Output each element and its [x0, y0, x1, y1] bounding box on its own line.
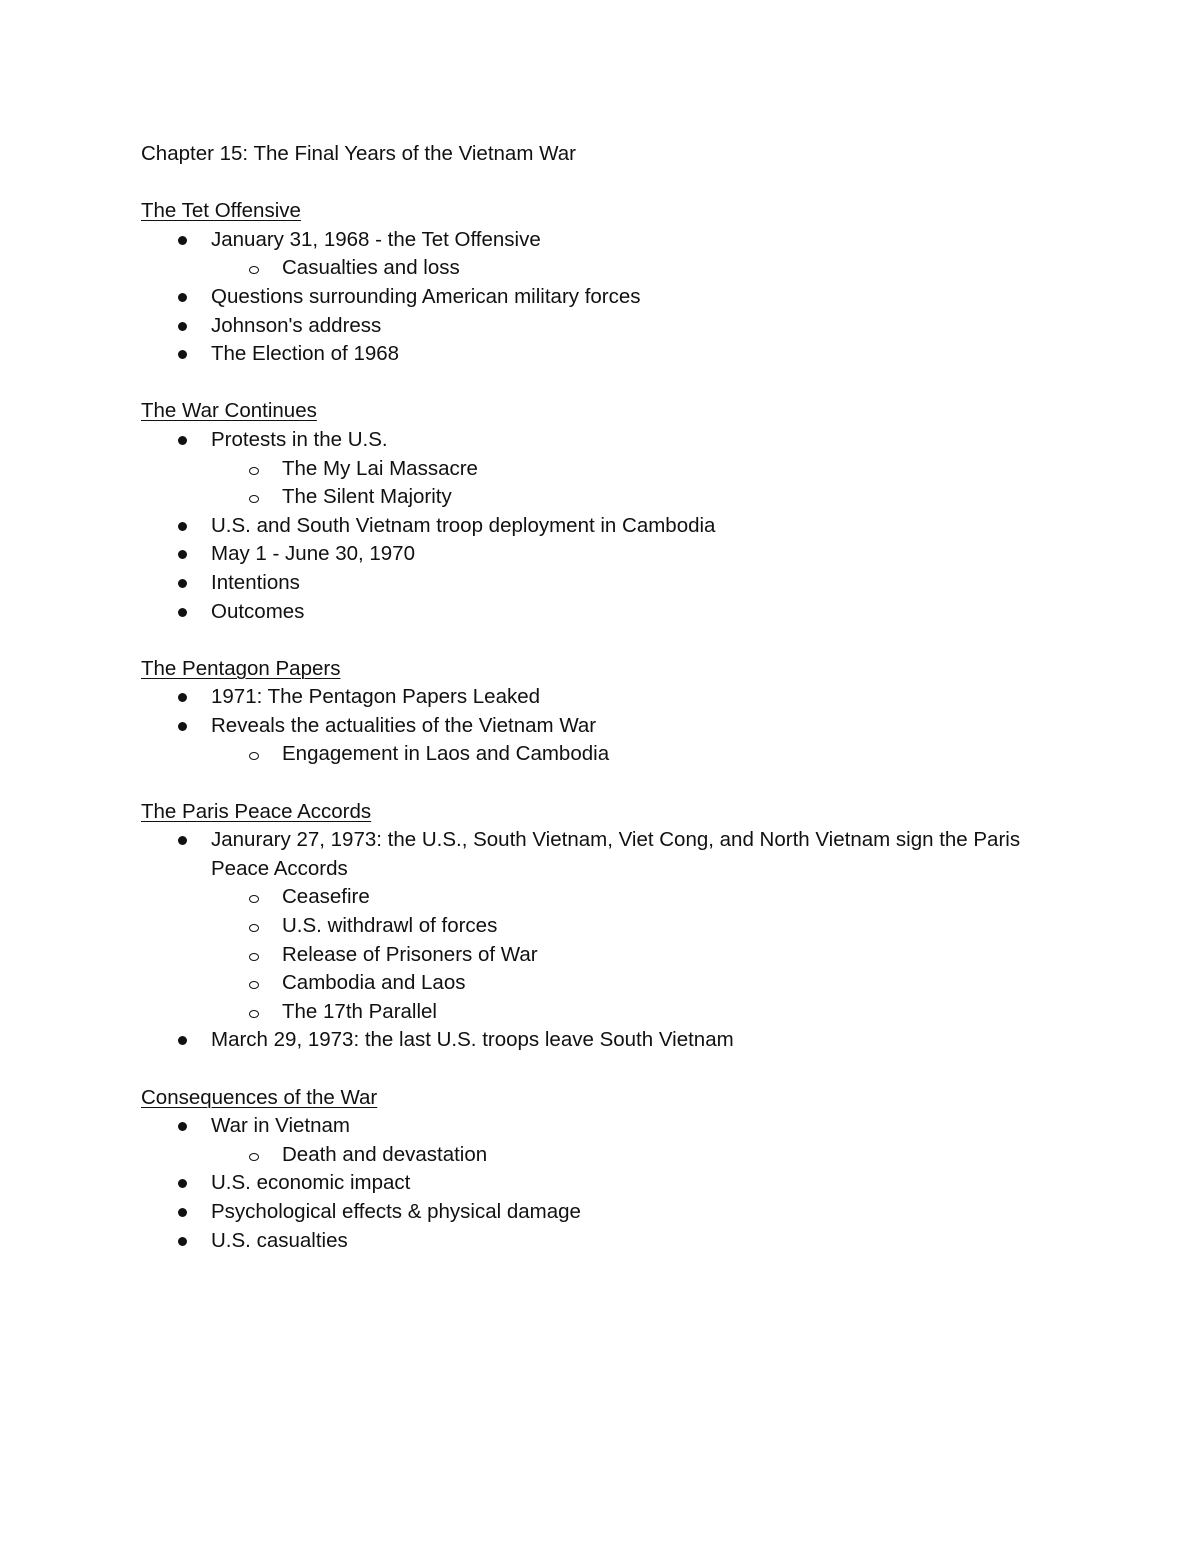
- list-item-text: Intentions: [211, 570, 300, 594]
- list-item-text: Engagement in Laos and Cambodia: [282, 742, 610, 766]
- sub-list-item: [141, 740, 1041, 769]
- section: [141, 655, 1041, 769]
- list-item-text: Johnson's address: [211, 313, 382, 337]
- filled-bullet-icon: [178, 550, 187, 559]
- bullet-list: [141, 1112, 1041, 1255]
- filled-bullet-icon: [178, 350, 187, 359]
- list-item-text: The My Lai Massacre: [282, 456, 478, 480]
- filled-bullet-icon: [178, 436, 187, 445]
- filled-bullet-icon: [178, 608, 187, 617]
- hollow-bullet-icon: [249, 495, 259, 503]
- section-heading: The Pentagon Papers: [141, 656, 341, 680]
- filled-bullet-icon: [178, 579, 187, 588]
- list-item-text: U.S. withdrawl of forces: [282, 914, 498, 938]
- list-item-text: U.S. casualties: [211, 1228, 348, 1252]
- bullet-list: [141, 683, 1041, 769]
- sub-list-item: [141, 455, 1041, 484]
- list-item-text: Reveals the actualities of the Vietnam War: [211, 713, 597, 737]
- section-heading: The War Continues: [141, 399, 317, 423]
- filled-bullet-icon: [178, 1208, 187, 1217]
- section-heading: The Paris Peace Accords: [141, 799, 372, 823]
- filled-bullet-icon: [178, 293, 187, 302]
- list-item: [141, 1227, 1041, 1256]
- filled-bullet-icon: [178, 322, 187, 331]
- hollow-bullet-icon: [249, 895, 259, 903]
- list-item: [141, 598, 1041, 627]
- filled-bullet-icon: [178, 1122, 187, 1131]
- sections-container: [141, 197, 1041, 1255]
- list-item: [141, 283, 1041, 312]
- sub-list-item: [141, 1141, 1041, 1170]
- section: [141, 1084, 1041, 1256]
- list-item: [141, 1169, 1041, 1198]
- list-item-text: Outcomes: [211, 599, 305, 623]
- list-item-text: Janurary 27, 1973: the U.S., South Vietnam, Viet Cong, and North Vietnam sign the Paris Peace Accords: [211, 828, 1021, 880]
- section: [141, 197, 1041, 369]
- sub-list-item: [141, 883, 1041, 912]
- list-item-text: Psychological effects & physical damage: [211, 1199, 581, 1223]
- list-item-text: Casualties and loss: [282, 256, 460, 280]
- bullet-list: [141, 426, 1041, 626]
- list-item-text: The Silent Majority: [282, 485, 452, 509]
- list-item: [141, 826, 1041, 883]
- list-item-text: Release of Prisoners of War: [282, 942, 538, 966]
- list-item: [141, 226, 1041, 255]
- hollow-bullet-icon: [249, 752, 259, 760]
- list-item: [141, 712, 1041, 741]
- hollow-bullet-icon: [249, 1153, 259, 1161]
- hollow-bullet-icon: [249, 266, 259, 274]
- filled-bullet-icon: [178, 1237, 187, 1246]
- sub-list-item: [141, 483, 1041, 512]
- hollow-bullet-icon: [249, 981, 259, 989]
- hollow-bullet-icon: [249, 924, 259, 932]
- list-item-text: Cambodia and Laos: [282, 971, 466, 995]
- list-item: [141, 1112, 1041, 1141]
- section: [141, 397, 1041, 626]
- list-item: [141, 340, 1041, 369]
- hollow-bullet-icon: [249, 1010, 259, 1018]
- section: [141, 798, 1041, 1055]
- list-item-text: Questions surrounding American military forces: [211, 284, 641, 308]
- filled-bullet-icon: [178, 693, 187, 702]
- list-item-text: U.S. economic impact: [211, 1171, 411, 1195]
- list-item: [141, 312, 1041, 341]
- document-body: [141, 140, 1041, 1255]
- list-item: [141, 540, 1041, 569]
- section-heading: The Tet Offensive: [141, 199, 301, 223]
- list-item-text: The Election of 1968: [211, 342, 400, 366]
- document-title: Chapter 15: The Final Years of the Vietnam War: [141, 142, 576, 165]
- filled-bullet-icon: [178, 836, 187, 845]
- hollow-bullet-icon: [249, 953, 259, 961]
- list-item: [141, 426, 1041, 455]
- filled-bullet-icon: [178, 1036, 187, 1045]
- list-item-text: May 1 - June 30, 1970: [211, 542, 415, 566]
- list-item-text: Ceasefire: [282, 885, 370, 909]
- sub-list-item: [141, 912, 1041, 941]
- list-item-text: March 29, 1973: the last U.S. troops leave South Vietnam: [211, 1028, 734, 1052]
- sub-list-item: [141, 969, 1041, 998]
- list-item: [141, 569, 1041, 598]
- filled-bullet-icon: [178, 722, 187, 731]
- sub-list-item: [141, 941, 1041, 970]
- list-item-text: 1971: The Pentagon Papers Leaked: [211, 685, 541, 709]
- filled-bullet-icon: [178, 1179, 187, 1188]
- list-item-text: Protests in the U.S.: [211, 427, 388, 451]
- section-heading: Consequences of the War: [141, 1085, 378, 1109]
- filled-bullet-icon: [178, 236, 187, 245]
- list-item-text: U.S. and South Vietnam troop deployment in Cambodia: [211, 513, 716, 537]
- list-item-text: January 31, 1968 - the Tet Offensive: [211, 227, 541, 251]
- list-item-text: Death and devastation: [282, 1142, 488, 1166]
- list-item: [141, 683, 1041, 712]
- list-item-text: War in Vietnam: [211, 1114, 350, 1138]
- sub-list-item: [141, 998, 1041, 1027]
- bullet-list: [141, 826, 1041, 1055]
- list-item-text: The 17th Parallel: [282, 999, 437, 1023]
- list-item: [141, 1026, 1041, 1055]
- filled-bullet-icon: [178, 522, 187, 531]
- sub-list-item: [141, 254, 1041, 283]
- list-item: [141, 512, 1041, 541]
- list-item: [141, 1198, 1041, 1227]
- bullet-list: [141, 226, 1041, 369]
- hollow-bullet-icon: [249, 467, 259, 475]
